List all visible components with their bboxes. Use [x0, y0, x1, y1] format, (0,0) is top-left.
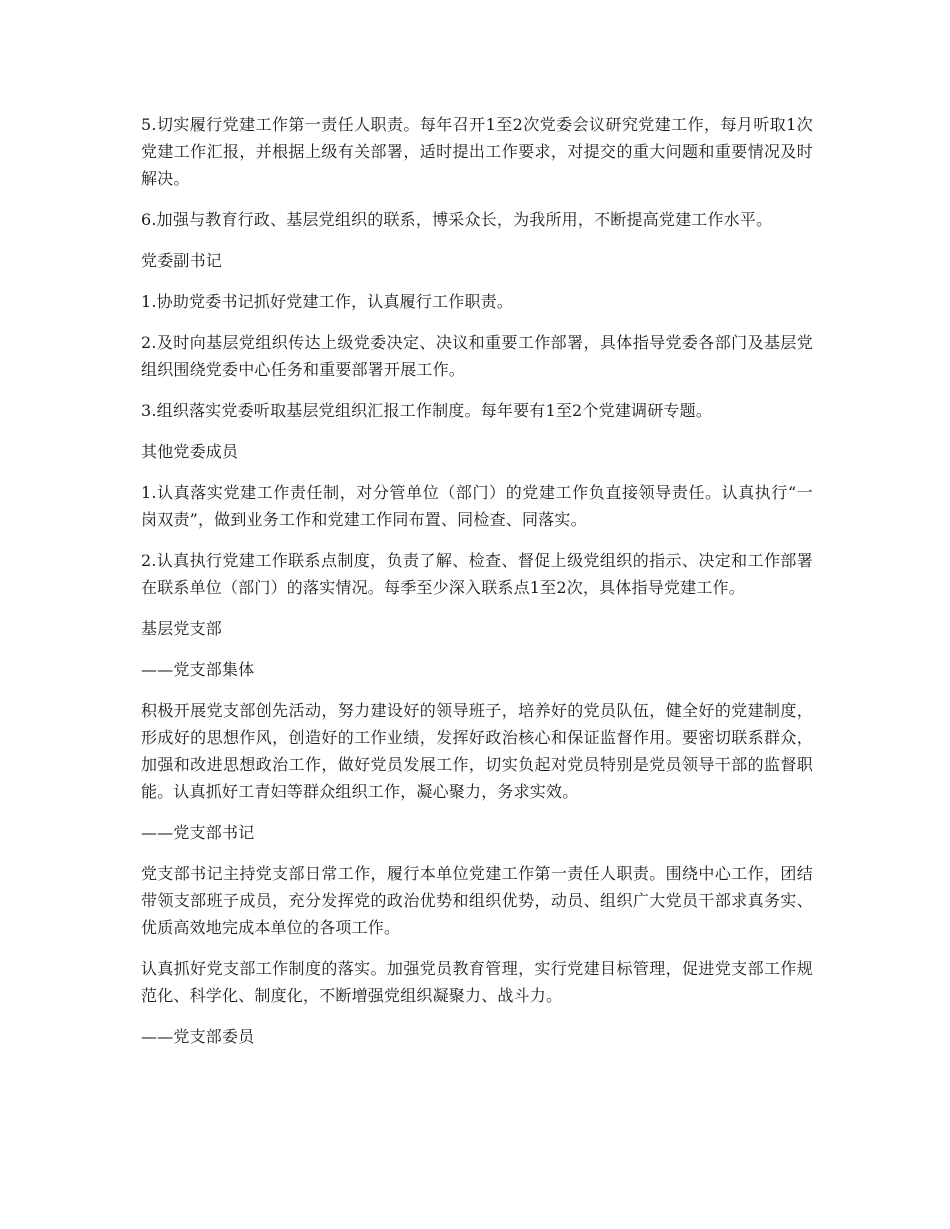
branch-secretary-text-2: 认真抓好党支部工作制度的落实。加强党员教育管理，实行党建目标管理，促进党支部工作规范化、科学化、制度化，不断增强党组织凝聚力、战斗力。 [141, 959, 813, 1005]
secretary-duty-6: 6.加强与教育行政、基层党组织的联系，博采众长，为我所用，不断提高党建工作水平。 [141, 210, 773, 229]
secretary-duty-5: 5.切实履行党建工作第一责任人职责。每年召开1至2次党委会议研究党建工作，每月听取1次党建工作汇报，并根据上级有关部署，适时提出工作要求，对提交的重大问题和重要情况及时解决。 [141, 115, 813, 188]
branch-collective-heading: ——党支部集体 [141, 660, 255, 679]
deputy-secretary-heading: 党委副书记 [141, 251, 223, 270]
branch-secretary-heading: ——党支部书记 [141, 823, 255, 842]
deputy-duty-1: 1.协助党委书记抓好党建工作，认真履行工作职责。 [141, 292, 514, 311]
member-duty-1: 1.认真落实党建工作责任制，对分管单位（部门）的党建工作负直接领导责任。认真执行“一岗双责”，做到业务工作和党建工作同布置、同检查、同落实。 [141, 483, 813, 529]
other-members-heading: 其他党委成员 [141, 442, 239, 461]
branch-secretary-text-1: 党支部书记主持党支部日常工作，履行本单位党建工作第一责任人职责。围绕中心工作，团结带领支部班子成员，充分发挥党的政治优势和组织优势，动员、组织广大党员干部求真务实、优质高效地完成本单位的各项工作。 [141, 864, 813, 937]
document-page [141, 111, 813, 1064]
branch-collective-text: 积极开展党支部创先活动，努力建设好的领导班子，培养好的党员队伍，健全好的党建制度，形成好的思想作风，创造好的工作业绩，发挥好政治核心和保证监督作用。要密切联系群众，加强和改进思想政治工作，做好党员发展工作，切实负起对党员特别是党员领导干部的监督职能。认真抓好工青妇等群众组织工作，凝心聚力，务求实效。 [141, 701, 813, 801]
branch-member-heading: ——党支部委员 [141, 1027, 255, 1046]
deputy-duty-3: 3.组织落实党委听取基层党组织汇报工作制度。每年要有1至2个党建调研专题。 [141, 401, 713, 420]
deputy-duty-2: 2.及时向基层党组织传达上级党委决定、决议和重要工作部署，具体指导党委各部门及基层党组织围绕党委中心任务和重要部署开展工作。 [141, 333, 813, 379]
member-duty-2: 2.认真执行党建工作联系点制度，负责了解、检查、督促上级党组织的指示、决定和工作部署在联系单位（部门）的落实情况。每季至少深入联系点1至2次，具体指导党建工作。 [141, 551, 813, 597]
branch-heading: 基层党支部 [141, 619, 223, 638]
